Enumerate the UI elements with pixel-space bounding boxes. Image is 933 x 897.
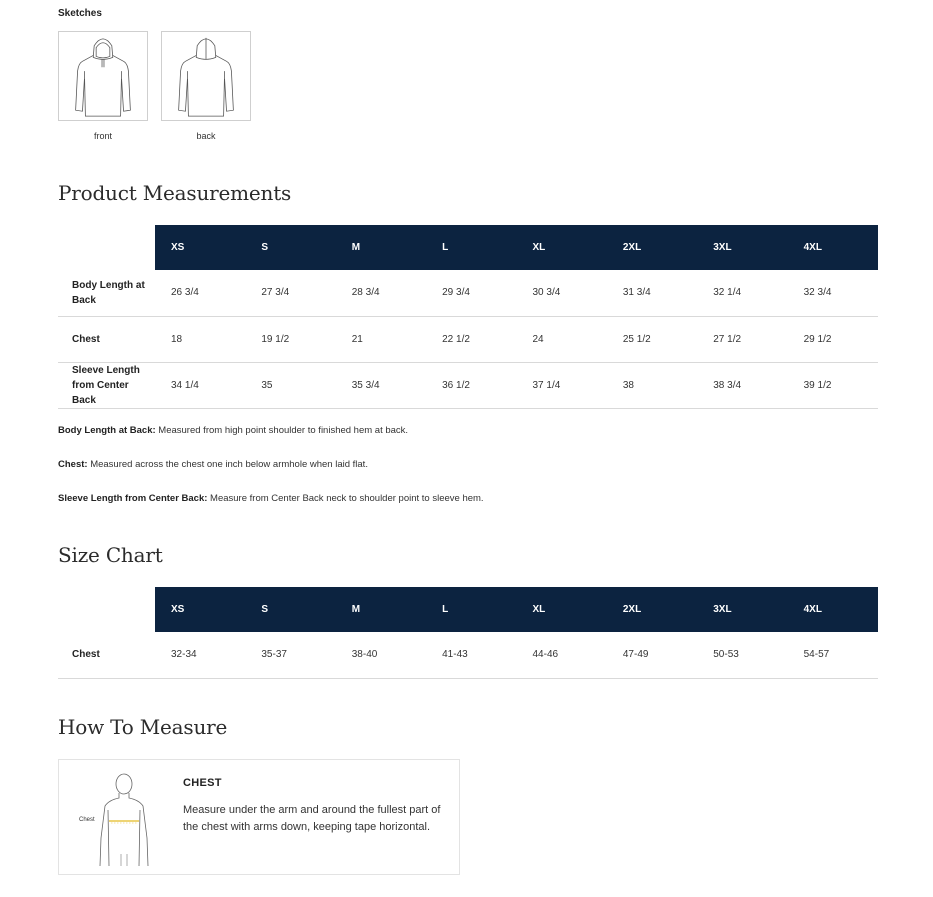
definition-term: Sleeve Length from Center Back: [58,493,208,504]
sketch-back-caption: back [196,131,216,141]
table-header-row [58,225,878,270]
table-cell: 38-40 [336,632,426,678]
size-header: L [426,225,516,270]
hoodie-front-sketch-icon [59,32,147,120]
table-cell: 50-53 [697,632,787,678]
table-cell: 19 1/2 [245,316,335,362]
definition-term: Body Length at Back: [58,425,156,436]
definition-text: Measured across the chest one inch below armhole when laid flat. [87,459,368,470]
table-cell: 27 3/4 [245,270,335,316]
size-header: 3XL [697,587,787,632]
table-cell: 21 [336,316,426,362]
table-cell: 24 [517,316,607,362]
person-torso-icon [73,766,163,870]
table-corner-cell [58,225,155,270]
size-chart-title: Size Chart [58,543,163,567]
table-cell: 35 3/4 [336,362,426,408]
row-label-chest: Chest [58,632,155,678]
table-header-row [58,587,878,632]
table-cell: 36 1/2 [426,362,516,408]
table-cell: 44-46 [517,632,607,678]
definition-chest [58,459,368,470]
row-label-chest: Chest [58,316,155,362]
size-header: 4XL [788,587,878,632]
table-cell: 18 [155,316,245,362]
table-cell: 29 1/2 [788,316,878,362]
sketches-label: Sketches [58,8,102,19]
table-cell: 27 1/2 [697,316,787,362]
table-cell: 25 1/2 [607,316,697,362]
definition-text: Measure from Center Back neck to shoulder point to sleeve hem. [207,493,484,504]
table-cell: 37 1/4 [517,362,607,408]
size-header: 2XL [607,587,697,632]
table-cell: 31 3/4 [607,270,697,316]
row-label-body-length: Body Length at Back [58,270,155,316]
sketch-front-thumbnail[interactable] [58,31,148,121]
size-chart-table [58,587,878,679]
table-corner-cell [58,587,155,632]
measure-card-title: CHEST [183,777,222,789]
product-measurements-table [58,225,878,409]
sketch-front-caption: front [93,131,112,141]
size-header: L [426,587,516,632]
table-row [58,632,878,678]
table-cell: 32 3/4 [788,270,878,316]
table-cell: 38 [607,362,697,408]
product-measurements-title: Product Measurements [58,181,292,205]
table-cell: 39 1/2 [788,362,878,408]
table-row [58,270,878,316]
table-cell: 54-57 [788,632,878,678]
table-cell: 32-34 [155,632,245,678]
size-header: 2XL [607,225,697,270]
definition-term: Chest: [58,459,88,470]
size-header: 3XL [697,225,787,270]
definition-body-length [58,425,408,436]
size-header: 4XL [788,225,878,270]
how-to-measure-title: How To Measure [58,715,228,739]
table-cell: 32 1/4 [697,270,787,316]
table-cell: 34 1/4 [155,362,245,408]
size-header: XL [517,587,607,632]
hoodie-back-sketch-icon [162,32,250,120]
measure-card-description: Measure under the arm and around the fullest part of the chest with arms down, keeping tape horizontal. [183,804,441,833]
size-header: S [245,587,335,632]
table-cell: 38 3/4 [697,362,787,408]
table-cell: 30 3/4 [517,270,607,316]
size-header: XS [155,587,245,632]
table-cell: 35-37 [245,632,335,678]
table-row [58,316,878,362]
row-label-sleeve-length: Sleeve Length from Center Back [58,362,155,408]
size-header: M [336,587,426,632]
table-row [58,362,878,408]
measure-chest-card [58,759,460,875]
size-header: S [245,225,335,270]
table-cell: 28 3/4 [336,270,426,316]
size-header: XS [155,225,245,270]
definition-sleeve-length [58,493,484,504]
size-header: M [336,225,426,270]
table-cell: 41-43 [426,632,516,678]
definition-text: Measured from high point shoulder to finished hem at back. [155,425,409,436]
size-header: XL [517,225,607,270]
table-cell: 22 1/2 [426,316,516,362]
table-cell: 29 3/4 [426,270,516,316]
table-cell: 35 [245,362,335,408]
table-cell: 26 3/4 [155,270,245,316]
table-cell: 47-49 [607,632,697,678]
chest-figure-label: Chest [79,817,95,823]
sketch-back-thumbnail[interactable] [161,31,251,121]
